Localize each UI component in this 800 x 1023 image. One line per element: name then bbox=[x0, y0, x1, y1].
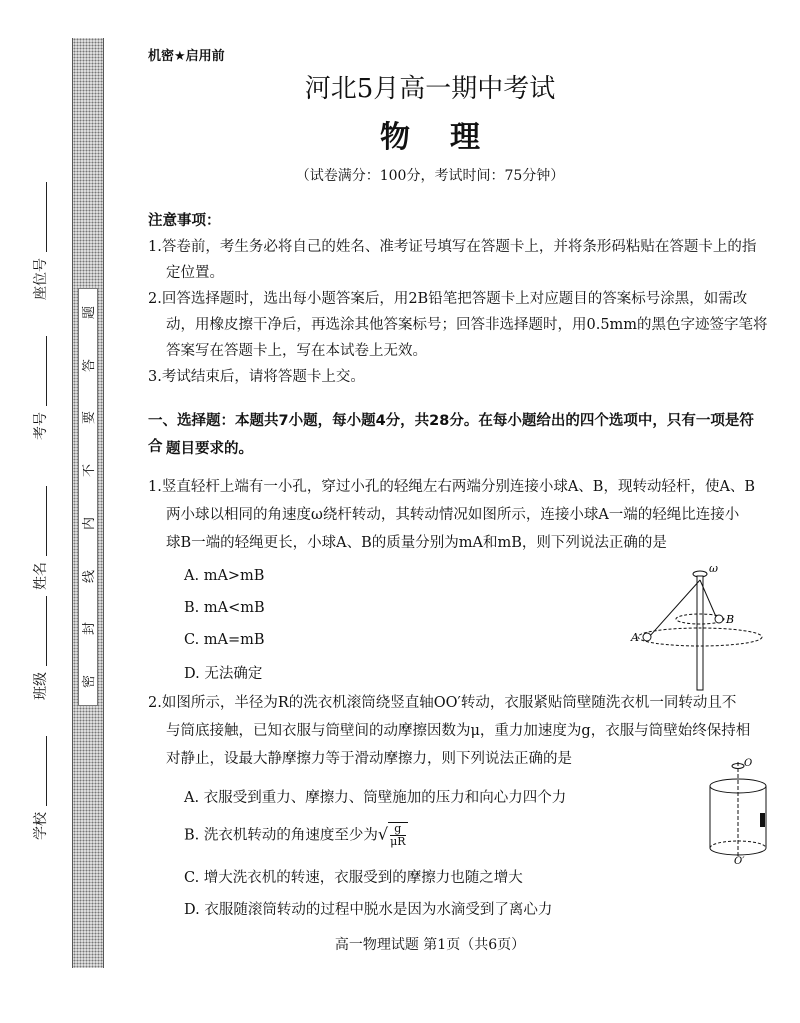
notice-heading: 注意事项： bbox=[148, 213, 221, 229]
field-label: 学校 bbox=[33, 812, 49, 840]
seal-char: 封 bbox=[82, 622, 98, 636]
section-heading-cont: 题目要求的。 bbox=[166, 441, 253, 457]
notice-line: 2.回答选择题时，选出每小题答案后，用2B铅笔把答题卡上对应题目的答案标号涂黑，如需改 bbox=[148, 291, 748, 307]
field-blank[interactable] bbox=[34, 596, 47, 666]
school-field[interactable] bbox=[30, 736, 50, 840]
q2-stem-line: 与筒底接触，已知衣服与筒壁间的动摩擦因数为μ，重力加速度为g，衣服与筒壁始终保持相 bbox=[166, 723, 751, 739]
seal-line-text bbox=[78, 288, 98, 706]
seal-char: 密 bbox=[82, 674, 98, 688]
q2-stem-line: 2.如图所示，半径为R的洗衣机滚筒绕竖直轴OO′转动，衣服紧贴筒壁随洗衣机一同转动且不 bbox=[148, 695, 737, 711]
q2-option-a[interactable]: A. 衣服受到重力、摩擦力、筒壁施加的压力和向心力四个力 bbox=[184, 790, 567, 806]
exam-number-field[interactable] bbox=[30, 336, 50, 440]
seal-char: 内 bbox=[82, 516, 98, 530]
q1-stem-line: 两小球以相同的角速度ω绕杆转动，其转动情况如图所示，连接小球A一端的轻绳比连接小 bbox=[166, 507, 740, 523]
q2-option-b[interactable]: B. 洗衣机转动的角速度至少为√ $\frac{g}{\mu R}$ bbox=[184, 822, 406, 848]
q1-stem-line: 球B一端的轻绳更长，小球A、B的质量分别为mA和mB，则下列说法正确的是 bbox=[166, 535, 667, 551]
field-label: 座位号 bbox=[33, 258, 49, 300]
notice-line: 答案写在答题卡上，写在本试卷上无效。 bbox=[166, 343, 427, 359]
seal-char: 线 bbox=[82, 569, 98, 583]
seal-char: 题 bbox=[82, 305, 98, 320]
ball-a-label: A bbox=[631, 631, 639, 644]
q1-option-c[interactable]: C. mA=mB bbox=[184, 632, 265, 648]
notice-line: 1.答卷前，考生务必将自己的姓名、准考证号填写在答题卡上，并将条形码粘贴在答题卡上的指 bbox=[148, 239, 757, 255]
q1-stem-line: 1.竖直轻杆上端有一小孔，穿过小孔的轻绳左右两端分别连接小球A、B，现转动轻杆，使A、B bbox=[148, 479, 756, 495]
field-label: 班级 bbox=[33, 672, 49, 700]
section-heading: 一、选择题：本题共7小题，每小题4分，共28分。在每小题给出的四个选项中，只有一项是符合 bbox=[148, 413, 754, 455]
q2-figure bbox=[700, 758, 770, 866]
notice-line: 动，用橡皮擦干净后，再选涂其他答案标号；回答非选择题时，用0.5mm的黑色字迹签字笔将 bbox=[166, 317, 768, 333]
seat-number-field[interactable] bbox=[30, 182, 50, 300]
o-bottom-label: O′ bbox=[734, 856, 745, 866]
o-top-label: O bbox=[744, 758, 753, 769]
q2-stem-line: 对静止，设最大静摩擦力等于滑动摩擦力，则下列说法正确的是 bbox=[166, 751, 572, 767]
subject-title: 物理 bbox=[380, 120, 520, 155]
exam-meta: （试卷满分：100分，考试时间：75分钟） bbox=[295, 168, 565, 184]
seal-char: 答 bbox=[82, 358, 98, 372]
notice-line: 定位置。 bbox=[166, 265, 224, 281]
frac-denominator: μR bbox=[390, 835, 406, 848]
field-label: 考号 bbox=[33, 412, 49, 440]
q2-option-c[interactable]: C. 增大洗衣机的转速，衣服受到的摩擦力也随之增大 bbox=[184, 870, 523, 886]
frac-numerator: g bbox=[390, 823, 405, 836]
q1-option-d[interactable]: D. 无法确定 bbox=[184, 666, 263, 682]
q2-option-b-text: B. 洗衣机转动的角速度至少为 bbox=[184, 827, 378, 844]
class-field[interactable] bbox=[30, 596, 50, 700]
seal-char: 不 bbox=[82, 464, 98, 478]
page-footer: 高一物理试题 第1页（共6页） bbox=[334, 937, 526, 953]
q1-figure bbox=[625, 562, 775, 692]
seal-char: 要 bbox=[82, 411, 98, 425]
field-blank[interactable] bbox=[34, 182, 47, 252]
field-blank[interactable] bbox=[34, 736, 47, 806]
notice-line: 3.考试结束后，请将答题卡上交。 bbox=[148, 369, 365, 385]
ball-b-label: B bbox=[726, 613, 735, 626]
field-blank[interactable] bbox=[34, 336, 47, 406]
exam-title: 河北5月高一期中考试 bbox=[304, 74, 556, 104]
name-field[interactable] bbox=[30, 486, 50, 590]
q1-option-b[interactable]: B. mA<mB bbox=[184, 600, 265, 616]
field-label: 姓名 bbox=[33, 562, 49, 590]
q1-option-a[interactable]: A. mA>mB bbox=[184, 568, 265, 584]
q2-option-d[interactable]: D. 衣服随滚筒转动的过程中脱水是因为水滴受到了离心力 bbox=[184, 902, 553, 918]
omega-label: ω bbox=[709, 562, 718, 575]
confidential-label: 机密★启用前 bbox=[148, 49, 225, 64]
field-blank[interactable] bbox=[34, 486, 47, 556]
